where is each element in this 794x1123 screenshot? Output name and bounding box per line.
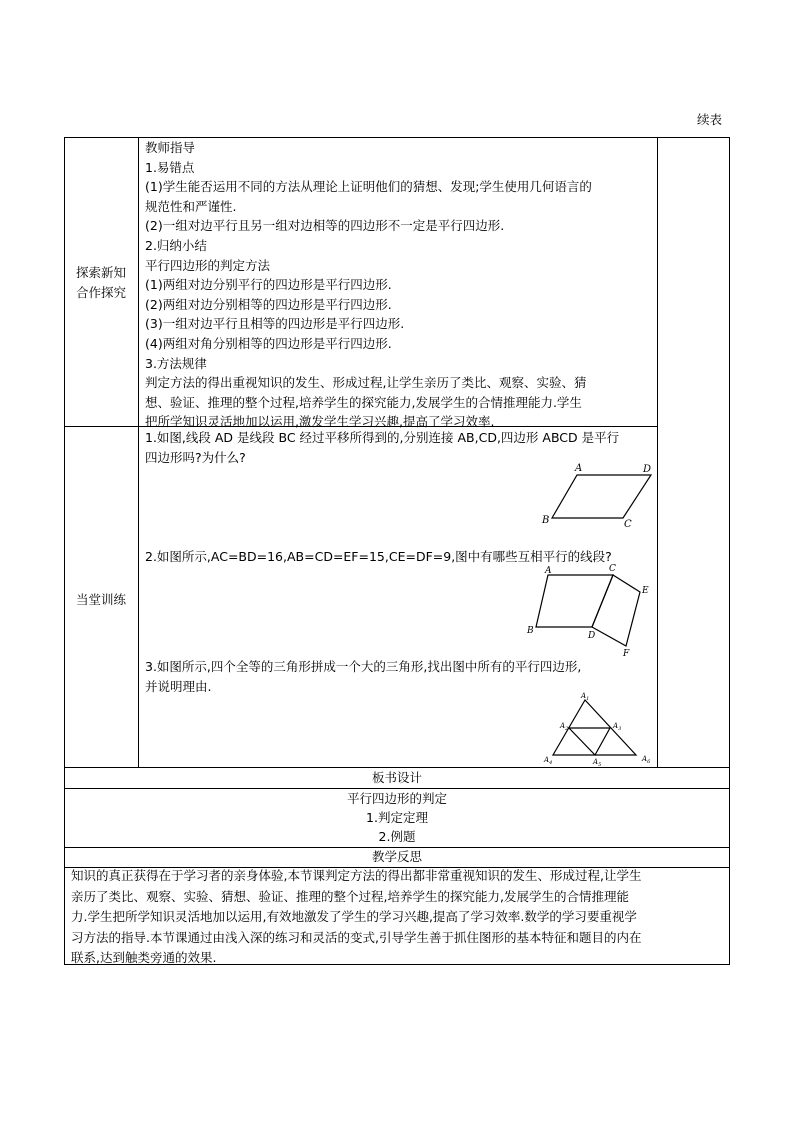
explore-line: 1.易错点 <box>145 159 195 175</box>
reflection-line: 习方法的指导.本节课通过由浅入深的练习和灵活的变式,引导学生善于抓住图形的基本特征和题目的内在 <box>71 929 642 945</box>
explore-label <box>65 263 137 303</box>
explore-line: (4)两组对角分别相等的四边形是平行四边形. <box>145 335 392 351</box>
explore-label-line2: 合作探究 <box>75 285 126 300</box>
fig2-label-e: E <box>642 586 649 596</box>
explore-label-line1: 探索新知 <box>75 265 126 280</box>
fig2-label-c: C <box>609 564 616 574</box>
q1-line: 四边形吗?为什么? <box>145 449 246 465</box>
explore-content <box>145 138 592 432</box>
reflection-line: 知识的真正获得在于学习者的亲身体验,本节课判定方法的得出都非常重视知识的发生、形成过程,让学生 <box>71 868 642 883</box>
explore-line: 把所学知识灵活地加以运用,激发学生学习兴趣,提高了学习效率. <box>145 414 495 430</box>
fig2-label-b: B <box>527 626 534 636</box>
explore-line: (1)两组对边分别平行的四边形是平行四边形. <box>145 277 392 293</box>
explore-line: 教师指导 <box>145 140 196 155</box>
fig1-label-a: A <box>575 463 583 474</box>
explore-line: (2)一组对边平行且另一组对边相等的四边形不一定是平行四边形. <box>145 218 505 234</box>
fig3-label-a3: $A_3$ <box>613 722 622 732</box>
figure-triangle-subdivision <box>540 688 658 768</box>
explore-line: 规范性和严谨性. <box>145 198 237 214</box>
fig3-label-a2: $A_2$ <box>560 722 569 732</box>
explore-line: 判定方法的得出重视知识的发生、形成过程,让学生亲历了类比、观察、实验、猜 <box>145 375 587 391</box>
fig2-label-a: A <box>545 566 552 576</box>
explore-line: 平行四边形的判定方法 <box>145 257 271 273</box>
fig3-label-a1: $A_1$ <box>581 692 590 702</box>
fig3-label-a4: $A_4$ <box>544 756 553 766</box>
fig2-label-f: F <box>623 649 630 657</box>
q3-line: 3.如图所示,四个全等的三角形拼成一个大的三角形,找出图中所有的平行四边形, <box>145 659 582 674</box>
fig2-label-d: D <box>588 631 596 641</box>
continued-label: 续表 <box>697 112 723 127</box>
fig1-label-c: C <box>624 519 632 530</box>
explore-line: (2)两组对边分别相等的四边形是平行四边形. <box>145 296 392 312</box>
fig1-label-b: B <box>542 515 550 526</box>
fig1-label-d: D <box>643 464 652 475</box>
explore-line: 2.归纳小结 <box>145 237 207 253</box>
board-item-2: 2.例题 <box>378 829 416 844</box>
figure-parallelogram-abcd <box>535 458 660 530</box>
q2-line: 2.如图所示,AC=BD=16,AB=CD=EF=15,CE=DF=9,图中有哪些互相平行的线段? <box>145 549 612 564</box>
figure-two-parallelograms <box>522 560 657 657</box>
practice-label: 当堂训练 <box>75 592 126 607</box>
reflection-line: 联系,达到触类旁通的效果. <box>71 950 217 965</box>
explore-line: (1)学生能否运用不同的方法从理论上证明他们的猜想、发现;学生使用几何语言的 <box>145 179 592 195</box>
fig3-label-a6: $A_6$ <box>642 755 651 765</box>
reflection-content <box>71 866 641 969</box>
explore-line: (3)一组对边平行且相等的四边形是平行四边形. <box>145 316 405 332</box>
reflection-line: 亲历了类比、观察、实验、猜想、验证、推理的整个过程,培养学生的探究能力,发展学生的合情推理能 <box>71 888 629 904</box>
reflection-heading: 教学反思 <box>371 849 422 864</box>
explore-line: 想、验证、推理的整个过程,培养学生的探究能力,发展学生的合情推理能力.学生 <box>145 394 582 410</box>
q3-line: 并说明理由. <box>145 678 212 694</box>
board-title: 平行四边形的判定 <box>346 791 447 806</box>
board-heading: 板书设计 <box>371 770 422 785</box>
q1-line: 1.如图,线段 AD 是线段 BC 经过平移所得到的,分别连接 AB,CD,四边形 ABCD 是平行 <box>145 430 620 445</box>
reflection-line: 力.学生把所学知识灵活地加以运用,有效地激发了学生的学习兴趣,提高了学习效率.数学的学习要重视学 <box>71 909 637 924</box>
practice-q3 <box>145 657 581 696</box>
board-item-1: 1.判定定理 <box>366 810 428 825</box>
fig3-label-a5: $A_5$ <box>593 758 602 768</box>
explore-line: 3.方法规律 <box>145 355 207 371</box>
